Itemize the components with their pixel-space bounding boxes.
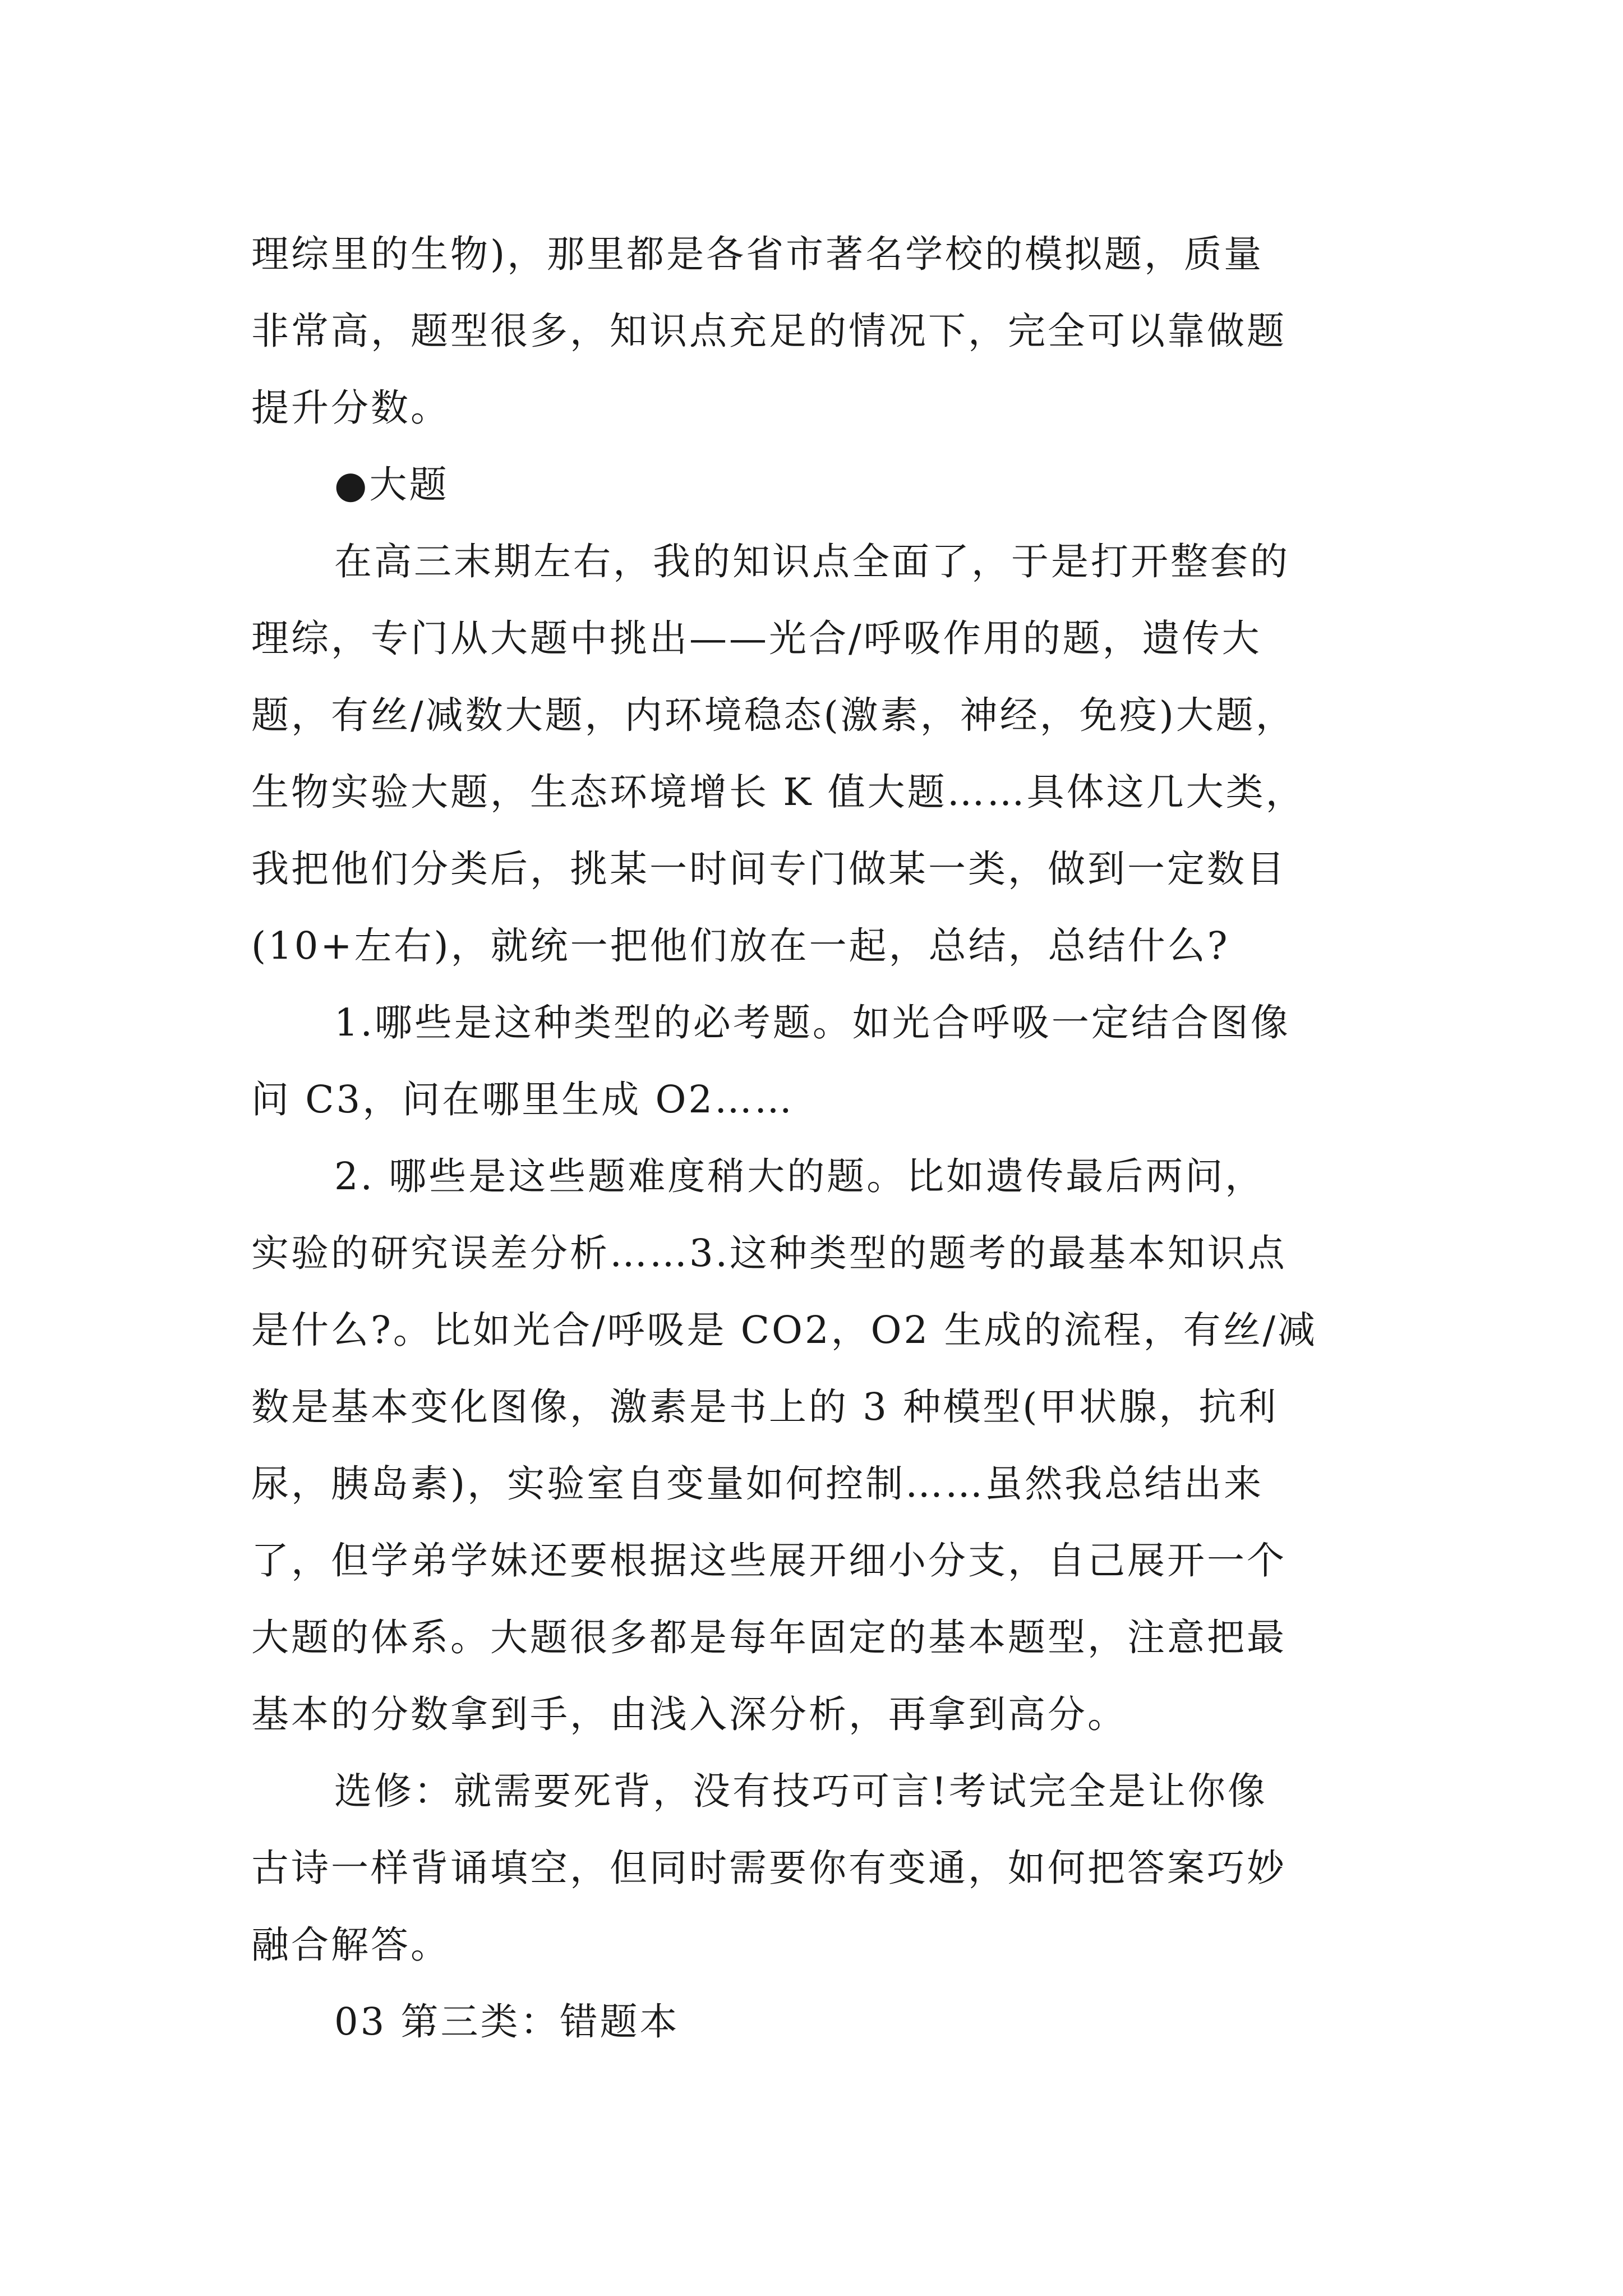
list-item-2: 2. 哪些是这些题难度稍大的题。比如遗传最后两问， [334, 1154, 1265, 1198]
paragraph-line: 大题的体系。大题很多都是每年固定的基本题型，注意把最 [251, 1616, 1287, 1659]
paragraph-line: 生物实验大题，生态环境增长 K 值大题……具体这几大类， [251, 770, 1306, 814]
paragraph-line: 问 C3，问在哪里生成 O2…… [251, 1078, 795, 1121]
section-heading-mistake-notebook: 03 第三类：错题本 [334, 2000, 680, 2044]
paragraph-line: 非常高，题型很多，知识点充足的情况下，完全可以靠做题 [251, 309, 1287, 353]
paragraph-line: 基本的分数拿到手，由浅入深分析，再拿到高分。 [251, 1692, 1127, 1736]
paragraph-line: 融合解答。 [251, 1923, 450, 1967]
paragraph-line: 在高三末期左右，我的知识点全面了，于是打开整套的 [334, 540, 1290, 583]
document-body [251, 216, 1390, 2060]
paragraph-line: 理综里的生物)，那里都是各省市著名学校的模拟题，质量 [251, 232, 1264, 276]
list-item-1: 1.哪些是这种类型的必考题。如光合呼吸一定结合图像 [334, 1001, 1290, 1045]
paragraph-line: 数是基本变化图像，激素是书上的 3 种模型(甲状腺，抗利 [251, 1385, 1279, 1429]
paragraph-line: 是什么?。比如光合/呼吸是 CO2，O2 生成的流程，有丝/减 [251, 1308, 1318, 1352]
paragraph-line: 尿，胰岛素)，实验室自变量如何控制……虽然我总结出来 [251, 1462, 1264, 1506]
paragraph-line-electives: 选修：就需要死背，没有技巧可言!考试完全是让你像 [334, 1769, 1267, 1813]
section-heading-big-questions: ●大题 [334, 463, 449, 507]
paragraph-line: 提升分数。 [251, 386, 450, 430]
paragraph-line: 实验的研究误差分析……3.这种类型的题考的最基本知识点 [251, 1231, 1287, 1275]
paragraph-line: 理综，专门从大题中挑出——光合/呼吸作用的题，遗传大 [251, 616, 1262, 660]
paragraph-line: 我把他们分类后，挑某一时间专门做某一类，做到一定数目 [251, 847, 1287, 891]
paragraph-line: 题，有丝/减数大题，内环境稳态(激素，神经，免疫)大题， [251, 693, 1295, 737]
paragraph-line: (10+左右)，就统一把他们放在一起，总结，总结什么? [251, 924, 1230, 968]
paragraph-line: 古诗一样背诵填空，但同时需要你有变通，如何把答案巧妙 [251, 1846, 1287, 1890]
paragraph-line: 了，但学弟学妹还要根据这些展开细小分支，自己展开一个 [251, 1539, 1287, 1582]
